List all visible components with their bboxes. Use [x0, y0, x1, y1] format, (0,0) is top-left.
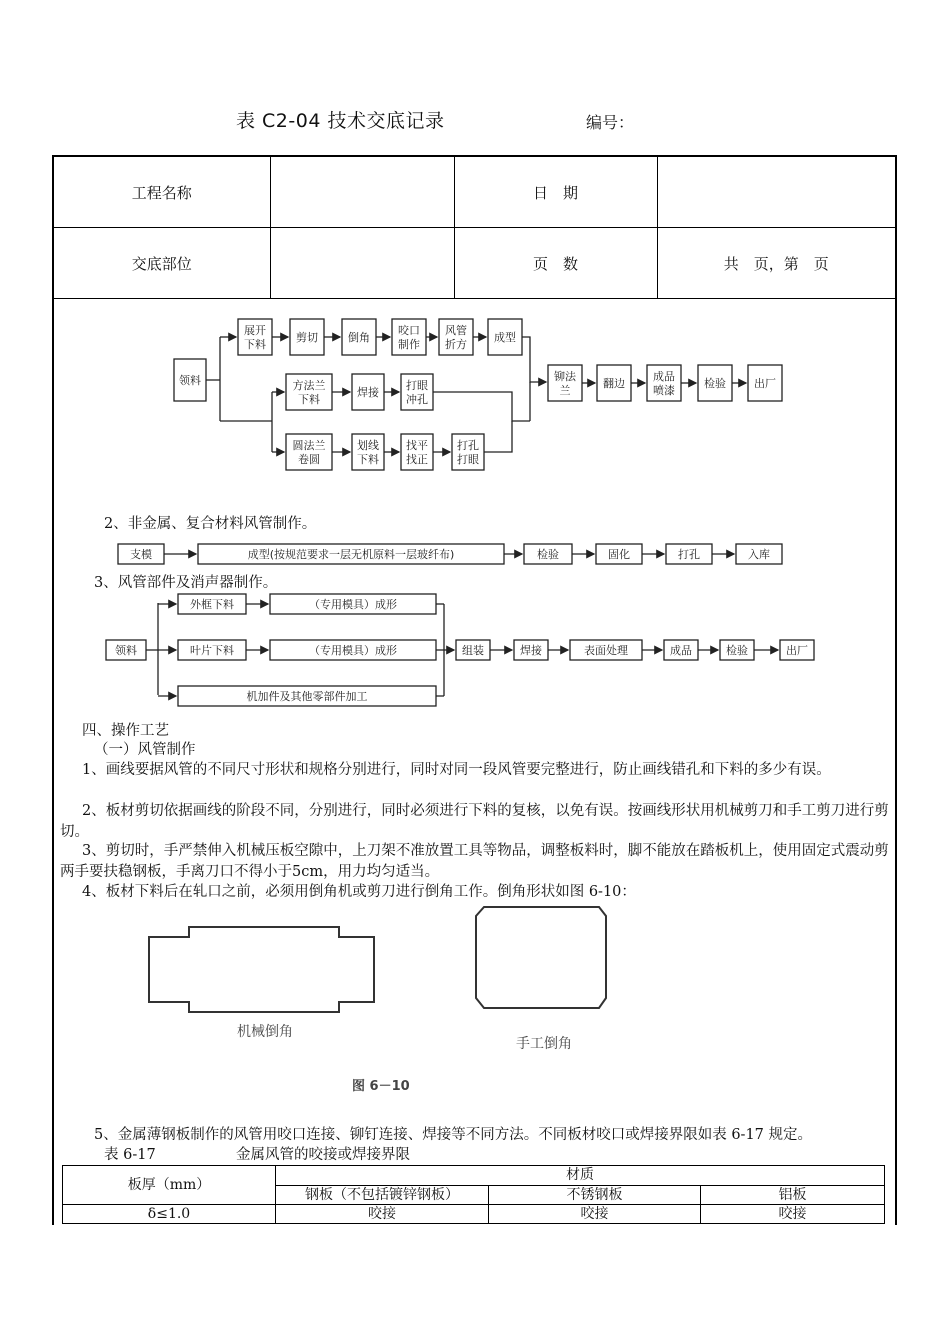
fc3-tail-1-label: 焊接	[520, 644, 542, 657]
date-label: 日 期	[454, 157, 657, 228]
flow-connector	[433, 392, 530, 421]
pages-label: 页 数	[454, 228, 657, 299]
fc3-tail-0-label: 组装	[462, 644, 484, 657]
row-value-steel: 咬接	[276, 1205, 489, 1224]
fc1-mid-2-label: 打眼	[406, 379, 428, 392]
fc1-top-5-label: 成型	[494, 331, 516, 344]
fc1-top-0-label: 展开	[244, 324, 266, 337]
right-figure-caption: 手工倒角	[516, 1036, 572, 1052]
table-617-title: 金属风管的咬接或焊接界限	[236, 1147, 410, 1163]
flow-connector	[522, 337, 546, 382]
fc1-end-3-label: 检验	[704, 377, 726, 390]
fc1-start-label: 领料	[179, 374, 201, 387]
fc1-mid-0-label: 下料	[298, 393, 320, 406]
info-table	[54, 157, 895, 299]
fc1-bot-0-label: 卷圆	[298, 453, 320, 466]
fc1-top-3-label: 咬口	[398, 324, 420, 337]
flowchart-nonmetal-duct	[54, 539, 897, 569]
fc2-step-3-label: 固化	[608, 548, 630, 561]
fc1-bot-0-label: 圆法兰	[292, 439, 326, 452]
fc1-bot-2-label: 找平	[406, 439, 428, 452]
fc1-top-4-label: 风管	[445, 324, 467, 337]
fc1-bot-3-label: 打孔	[457, 439, 479, 452]
fc3-branch-0-b-label: （专用模具）成形	[309, 598, 397, 611]
fc2-step-1-label: 成型(按规范要求一层无机原料一层玻纤布)	[247, 548, 455, 561]
thickness-header: 板厚（mm）	[63, 1166, 276, 1205]
fc3-tail-5-label: 出厂	[786, 644, 808, 657]
fc1-top-4-label: 折方	[445, 338, 467, 351]
material-header: 材质	[276, 1166, 885, 1186]
part-label: 交底部位	[54, 228, 270, 299]
table-617-number: 表 6-17	[104, 1147, 156, 1163]
fc1-bot-1-label: 下料	[357, 453, 379, 466]
fc3-tail-4-label: 检验	[726, 644, 748, 657]
fc1-top-3-label: 制作	[398, 338, 420, 351]
item-3: 3、剪切时，手严禁伸入机械压板空隙中，上刀架不准放置工具等物品，调整板料时，脚不能放在踏板机上，使用固定式震动剪两手要扶稳钢板，手离刀口不得小于5cm，用力均匀适当。	[60, 843, 889, 880]
item-1: 1、画线要据风管的不同尺寸形状和规格分别进行，同时对同一段风管要完整进行，防止画线错孔和下料的多少有误。	[82, 762, 831, 778]
pages-value: 共 页，第 页	[657, 228, 895, 299]
fc1-top-0-label: 下料	[244, 338, 266, 351]
fc1-mid-0-label: 方法兰	[292, 379, 326, 392]
project-name-value[interactable]	[270, 157, 454, 228]
fc1-end-2-label: 喷漆	[653, 384, 675, 397]
fc1-bot-1-label: 划线	[357, 439, 379, 452]
fc1-end-1-label: 翻边	[603, 377, 625, 390]
figure-label: 图 6－10	[352, 1079, 410, 1094]
left-figure-caption: 机械倒角	[237, 1024, 293, 1040]
document-title: 表 C2-04 技术交底记录	[236, 110, 445, 132]
section4-heading: 四、操作工艺	[82, 723, 169, 739]
flowchart-duct-parts	[54, 589, 897, 711]
fc3-tail-3-label: 成品	[670, 644, 692, 657]
fc1-top-2-label: 倒角	[348, 331, 370, 344]
item-4: 4、板材下料后在轧口之前，必须用倒角机或剪刀进行倒角工作。倒角形状如图 6-10：	[82, 884, 636, 900]
fc3-start-label: 领料	[115, 644, 137, 657]
fc1-mid-1-label: 焊接	[357, 386, 379, 399]
material-aluminum: 铝板	[701, 1185, 885, 1205]
fc2-step-4-label: 打孔	[678, 548, 700, 561]
fc2-step-5-label: 入库	[748, 548, 770, 561]
mechanical-chamfer-shape	[149, 927, 374, 1012]
row-thickness: δ≤1.0	[63, 1205, 276, 1224]
fc2-step-0-label: 支模	[130, 548, 152, 561]
fc1-bot-2-label: 找正	[406, 453, 428, 466]
fc3-branch-1-a-label: 叶片下料	[190, 644, 234, 657]
flow-connector	[484, 421, 512, 452]
fc2-step-2-label: 检验	[537, 548, 559, 561]
section5-text: 5、金属薄钢板制作的风管用咬口连接、铆钉连接、焊接等不同方法。不同板材咬口或焊接界限如表 6-17 规定。	[94, 1127, 813, 1143]
section2-heading: 2、非金属、复合材料风管制作。	[104, 516, 317, 532]
item-2: 2、板材剪切依据画线的阶段不同，分别进行，同时必须进行下料的复核，以免有误。按画线形状用机械剪刀和手工剪刀进行剪切。	[60, 803, 889, 840]
fc1-end-0-label: 兰	[559, 384, 571, 397]
fc1-end-0-label: 铆法	[554, 370, 576, 383]
part-value[interactable]	[270, 228, 454, 299]
manual-chamfer-shape	[476, 907, 606, 1008]
fc3-tail-2-label: 表面处理	[584, 644, 628, 657]
flowchart-metal-duct	[54, 302, 897, 477]
row-value-stainless: 咬接	[489, 1205, 701, 1224]
section4-subheading: （一）风管制作	[94, 742, 196, 758]
fc1-mid-2-label: 冲孔	[406, 393, 428, 406]
document-frame	[52, 155, 897, 1225]
fc3-branch-1-b-label: （专用模具）成形	[309, 644, 397, 657]
date-value[interactable]	[657, 157, 895, 228]
material-stainless: 不锈钢板	[489, 1185, 701, 1205]
section3-heading: 3、风管部件及消声器制作。	[94, 575, 278, 591]
row-value-aluminum: 咬接	[701, 1205, 885, 1224]
material-steel: 钢板（不包括镀锌钢板）	[276, 1185, 489, 1205]
fc1-end-2-label: 成品	[653, 370, 675, 383]
fc3-branch-0-a-label: 外框下料	[190, 598, 234, 611]
fc3-branch-2-a-label: 机加件及其他零部件加工	[246, 690, 368, 703]
fc1-top-1-label: 剪切	[296, 331, 318, 344]
fc1-end-4-label: 出厂	[754, 377, 776, 390]
table-6-17	[62, 1165, 885, 1224]
project-name-label: 工程名称	[54, 157, 270, 228]
serial-number-label: 编号：	[586, 113, 635, 132]
figure-6-10	[134, 902, 634, 1102]
fc1-bot-3-label: 打眼	[457, 453, 479, 466]
